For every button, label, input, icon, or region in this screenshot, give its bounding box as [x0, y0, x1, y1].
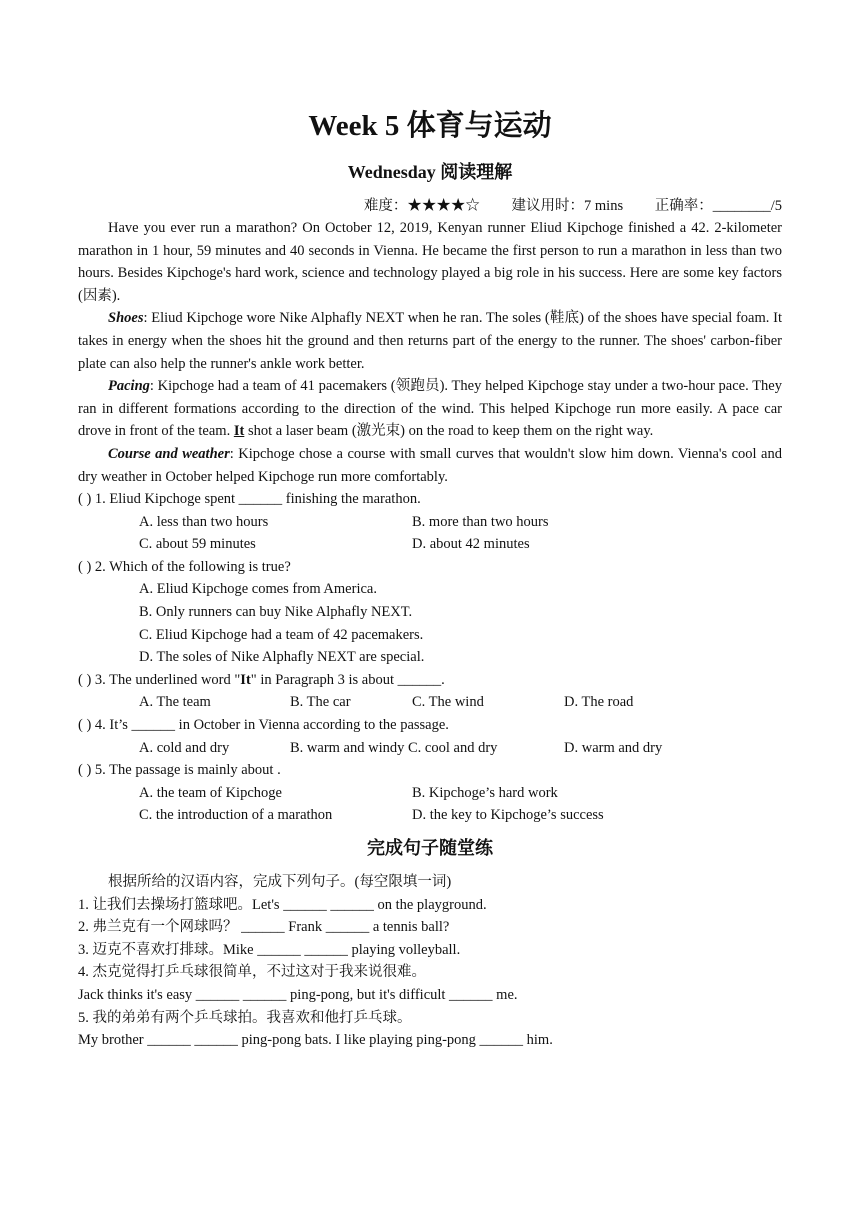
sentence-line-2: 2. 弗兰克有一个网球吗？ ______ Frank ______ a tennis ball? — [78, 919, 450, 936]
question-2-stem: ( ) 2. Which of the following is true? — [78, 558, 291, 575]
question-2-option-d-row — [78, 646, 782, 669]
sentence-line-3: 3. 迈克不喜欢打排球。Mike ______ ______ playing volleyball. — [78, 941, 461, 958]
question-1-stem: ( ) 1. Eliud Kipchoge spent ______ finishing the marathon. — [78, 491, 421, 507]
question-3-option-a: A. The team — [139, 694, 211, 711]
reading-passage — [78, 217, 782, 488]
sentence-line-4-cn: 4. 杰克觉得打乒乓球很简单，不过这对于我来说很难。 — [78, 964, 426, 981]
question-2-option-a: A. Eliud Kipchoge comes from America. — [139, 581, 377, 598]
question-list — [78, 488, 782, 827]
paragraph-2 — [78, 307, 782, 375]
sentence-line-1: 1. 让我们去操场打篮球吧。Let's ______ ______ on the playground. — [78, 896, 487, 913]
paragraph-4 — [78, 443, 782, 488]
question-2-option-d: D. The soles of Nike Alphafly NEXT are special. — [139, 649, 425, 666]
paragraph-1: Have you ever run a marathon? On October 12, 2019, Kenyan runner Eliud Kipchoge finished a 42. 2-kilometer marathon in 1 hour, 59 minutes and 40 seconds in Vienna. He became the first person to run a marathon in less than two hours. Besides Kipchoge's hard work, science and technology played a big role in his success. Here are some key factors (因素). — [78, 220, 782, 304]
question-1-option-a: A. less than two hours — [139, 513, 269, 530]
question-4-options-row — [78, 737, 782, 760]
question-4-option-a: A. cold and dry — [139, 739, 230, 756]
question-1-option-c: C. about 59 minutes — [139, 536, 256, 553]
question-1-options-row-1 — [78, 511, 782, 534]
question-3-stem-c: " in Paragraph 3 is about ______. — [250, 671, 445, 688]
question-3-stem-it: It — [240, 671, 251, 688]
paragraph-4-label: Course and weather — [108, 445, 230, 462]
question-5-options-row-2 — [78, 804, 782, 827]
paragraph-2-label: Shoes — [108, 310, 144, 327]
question-3-option-c: C. The wind — [412, 694, 484, 711]
page-subtitle: Wednesday 阅读理解 — [347, 162, 513, 182]
section-title: 完成句子随堂练 — [367, 838, 493, 858]
question-2-option-b: B. Only runners can buy Nike Alphafly NEXT. — [139, 603, 413, 620]
question-5-option-a: A. the team of Kipchoge — [139, 784, 282, 801]
question-3-option-d: D. The road — [564, 694, 634, 711]
suggested-time: 建议用时：7 mins — [511, 198, 624, 214]
sentence-completion — [78, 871, 782, 1052]
underlined-it: It — [233, 423, 245, 440]
question-4-option-bc: B. warm and windy C. cool and dry — [290, 739, 498, 756]
question-2-option-c-row — [78, 624, 782, 647]
question-5-option-b: B. Kipchoge’s hard work — [412, 784, 558, 801]
paragraph-3-text-b: shot a laser beam (激光束) on the road to keep them on the right way. — [244, 423, 654, 440]
sentence-line-5-cn: 5. 我的弟弟有两个乒乓球拍。我喜欢和他打乒乓球。 — [78, 1009, 412, 1026]
question-2-option-c: C. Eliud Kipchoge had a team of 42 pacemakers. — [139, 626, 424, 643]
accuracy-blank: 正确率：________/5 — [654, 198, 782, 214]
question-3-option-b: B. The car — [290, 694, 351, 711]
meta-line — [336, 195, 782, 217]
paragraph-3-text-a: : Kipchoge had a team of 41 pacemakers (领跑员). They helped Kipchoge stay under a two-hour pace. They ran in different formations according to the direction of the wind. This helped Kipchoge run more easily. A pace car drove in front of the team. — [78, 378, 782, 440]
paragraph-4-text: : Kipchoge chose a course with small curves that wouldn't slow him down. Vienna's cool and dry weather in October helped Kipchoge run more comfortably. — [78, 445, 782, 485]
page-title: Week 5 体育与运动 — [308, 110, 552, 142]
question-5-option-d: D. the key to Kipchoge’s success — [412, 807, 604, 824]
question-4-stem: ( ) 4. It’s ______ in October in Vienna according to the passage. — [78, 716, 449, 733]
question-3-stem-a: ( ) 3. The underlined word " — [78, 671, 241, 688]
question-3-options-row — [78, 691, 782, 714]
question-5-option-c: C. the introduction of a marathon — [139, 807, 333, 824]
paragraph-3-label: Pacing — [108, 378, 150, 395]
question-5-stem: ( ) 5. The passage is mainly about . — [78, 762, 281, 779]
question-1-option-d: D. about 42 minutes — [412, 536, 530, 553]
question-2-option-a-row — [78, 578, 782, 601]
question-4-option-d: D. warm and dry — [564, 739, 663, 756]
sentence-line-4-en: Jack thinks it's easy ______ ______ ping-pong, but it's difficult ______ me. — [78, 986, 518, 1003]
difficulty-rating: 难度：★★★★☆ — [363, 198, 480, 214]
question-1-option-b: B. more than two hours — [412, 513, 549, 530]
question-5-options-row-1 — [78, 782, 782, 805]
question-1-options-row-2 — [78, 533, 782, 556]
question-2-option-b-row — [78, 601, 782, 624]
question-3-stem — [78, 669, 782, 692]
paragraph-2-text: : Eliud Kipchoge wore Nike Alphafly NEXT when he ran. The soles (鞋底) of the shoes have special foam. It takes in energy when the shoes hit the ground and then returns part of the energy to the runner. The shoes' carbon-fiber plate can also help the runner's ankle work better. — [78, 310, 782, 372]
sentence-line-5-en: My brother ______ ______ ping-pong bats. I like playing ping-pong ______ him. — [78, 1032, 553, 1049]
instruction: 根据所给的汉语内容，完成下列句子。(每空限填一词) — [108, 874, 452, 890]
paragraph-3 — [78, 375, 782, 443]
